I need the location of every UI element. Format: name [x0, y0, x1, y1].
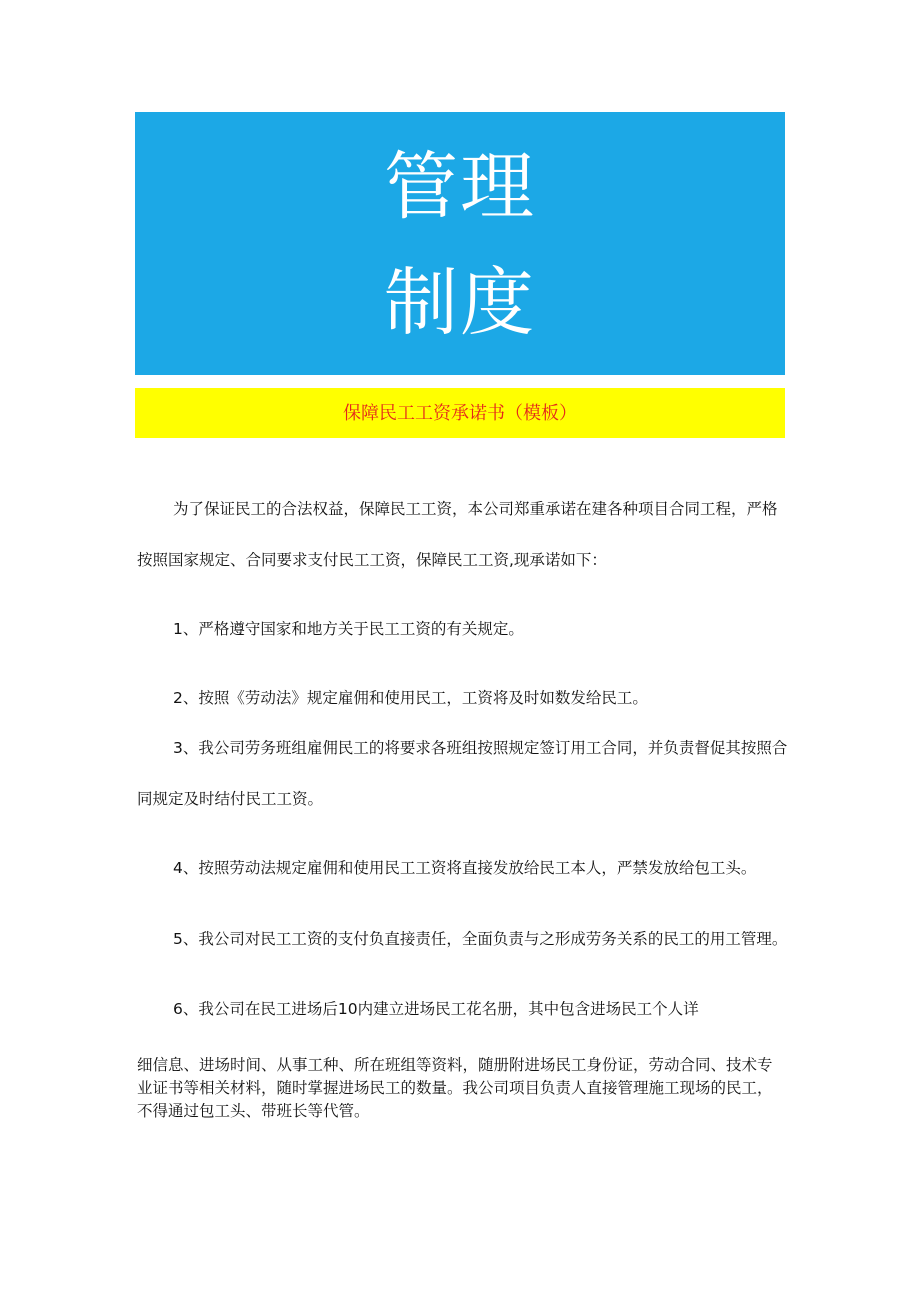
banner-title-line1: 管理 — [384, 144, 536, 230]
intro-paragraph-line2: 按照国家规定、合同要求支付民工工资，保障民工工资,现承诺如下： — [137, 551, 607, 569]
title-banner — [135, 112, 785, 375]
commitment-item-3-line2: 同规定及时结付民工工资。 — [137, 790, 324, 808]
intro-paragraph-line1: 为了保证民工的合法权益，保障民工工资，本公司郑重承诺在建各种项目合同工程，严格 — [173, 500, 778, 518]
subtitle-bar — [135, 388, 785, 438]
commitment-item-6-line2: 细信息、进场时间、从事工种、所在班组等资料，随册附进场民工身份证，劳动合同、技术专 — [137, 1056, 773, 1074]
banner-title-line2: 制度 — [384, 260, 536, 346]
commitment-item-3-line1: 3、我公司劳务班组雇佣民工的将要求各班组按照规定签订用工合同，并负责督促其按照合 — [173, 739, 788, 757]
commitment-item-6-line4: 不得通过包工头、带班长等代管。 — [137, 1102, 370, 1120]
commitment-item-6-line3: 业证书等相关材料，随时掌握进场民工的数量。我公司项目负责人直接管理施工现场的民工， — [137, 1079, 773, 1097]
document-subtitle: 保障民工工资承诺书（模板） — [343, 403, 577, 424]
commitment-item-4: 4、按照劳动法规定雇佣和使用民工工资将直接发放给民工本人，严禁发放给包工头。 — [173, 859, 757, 877]
commitment-item-2: 2、按照《劳动法》规定雇佣和使用民工，工资将及时如数发给民工。 — [173, 689, 648, 707]
commitment-item-6-line1: 6、我公司在民工进场后10内建立进场民工花名册，其中包含进场民工个人详 — [173, 1000, 699, 1018]
commitment-item-5: 5、我公司对民工工资的支付负直接责任，全面负责与之形成劳务关系的民工的用工管理。 — [173, 930, 788, 948]
commitment-item-1: 1、严格遵守国家和地方关于民工工资的有关规定。 — [173, 620, 524, 638]
